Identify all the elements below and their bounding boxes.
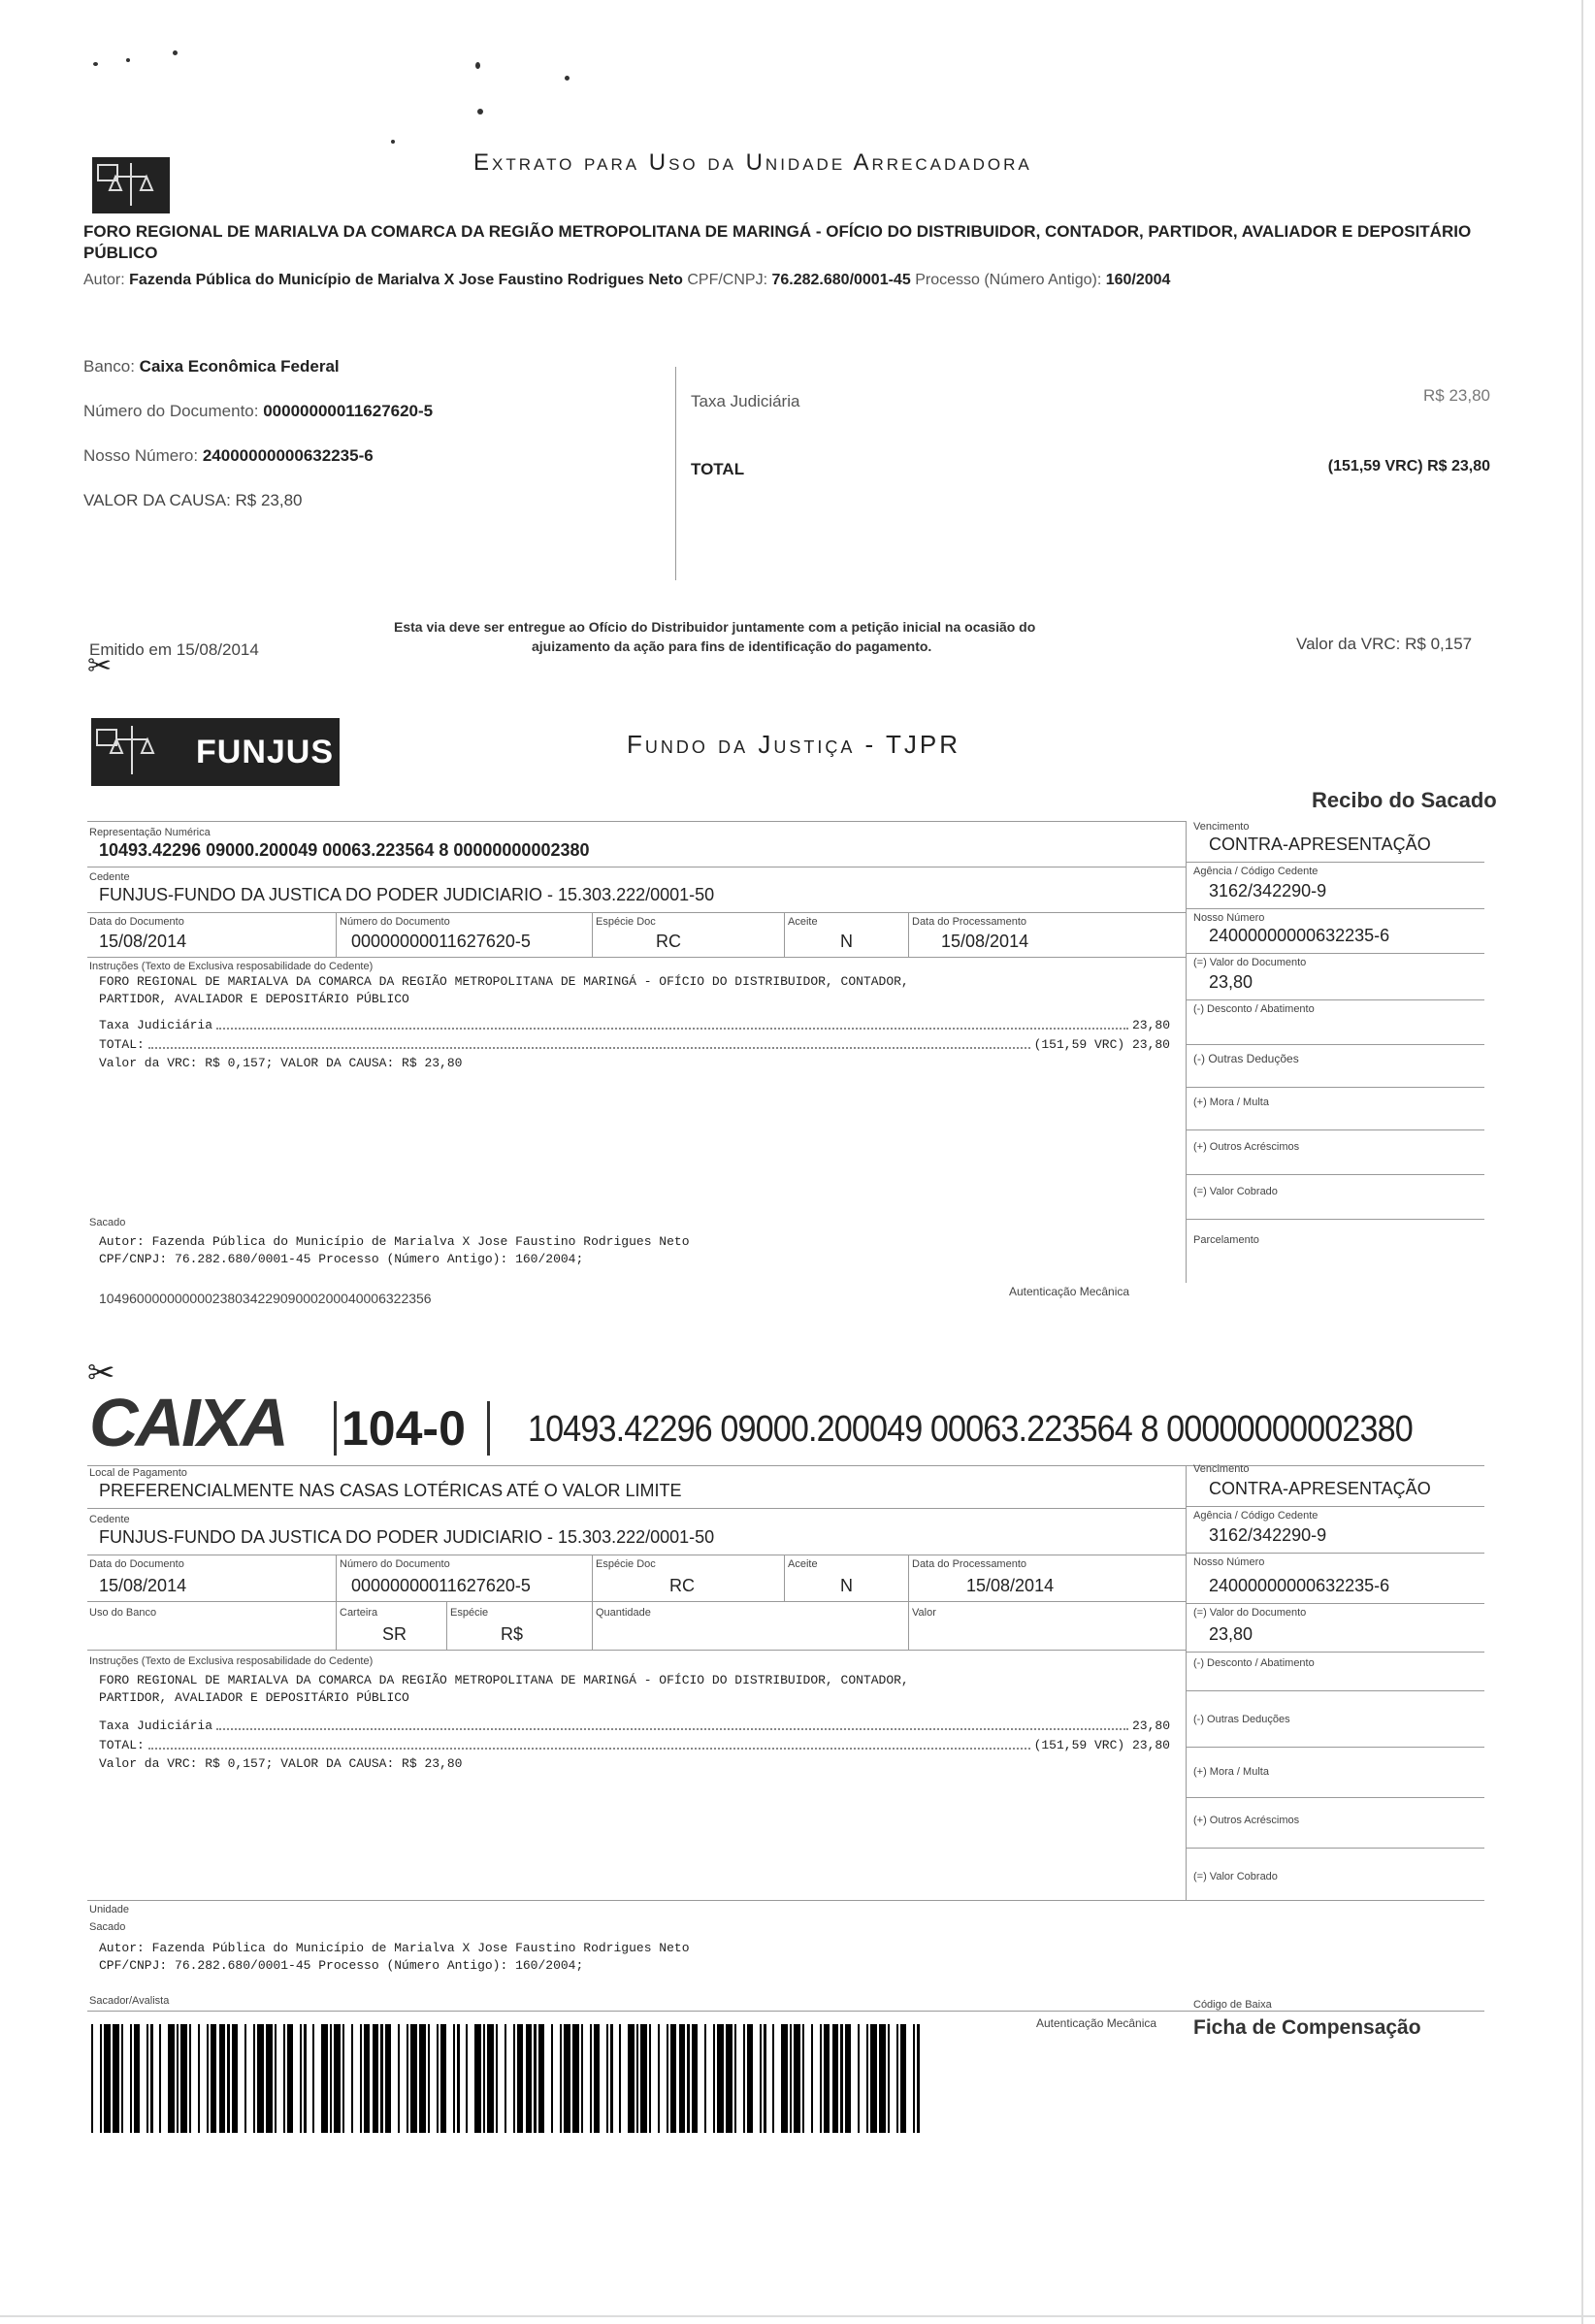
barcode-bar (628, 2024, 635, 2133)
leader-dots (148, 1047, 1030, 1049)
barcode-bar (679, 2024, 686, 2133)
valor-cobrado-label: (=) Valor Cobrado (1193, 1186, 1278, 1197)
barcode-bar (487, 2024, 494, 2133)
right-line (1186, 1219, 1484, 1220)
scan-speck (93, 62, 98, 66)
vencimento-label: Vencimento (1193, 1463, 1250, 1475)
instr-line-2: PARTIDOR, AVALIADOR E DEPOSITÁRIO PÚBLICO (99, 1690, 409, 1705)
valor-doc-value: 23,80 (1209, 972, 1253, 992)
instr-label: Instruções (Texto de Exclusiva resposabilidade do Cedente) (89, 1655, 374, 1667)
barcode-space (277, 2024, 283, 2133)
barcode-space (651, 2024, 658, 2133)
barcode-space (920, 2024, 927, 2133)
carteira-value: SR (382, 1624, 407, 1644)
right-line (1186, 1553, 1484, 1554)
grid-vline (908, 912, 909, 957)
barcode-space (736, 2024, 743, 2133)
scissors-icon: ✂ (87, 1355, 115, 1391)
extrato-heading: FORO REGIONAL DE MARIALVA DA COMARCA DA REGIÃO METROPOLITANA DE MARINGÁ - OFÍCIO DO DISTRIBUIDOR, CONTADOR, PARTIDOR, AVALIADOR E DEPOSITÁRIO PÚBLICO (83, 222, 1472, 262)
especie-doc-label: Espécie Doc (596, 1558, 656, 1570)
barcode-bar (717, 2024, 724, 2133)
barcode-bar (900, 2024, 907, 2133)
nosso-label: Nosso Número (1193, 1556, 1265, 1568)
barcode-bar (747, 2024, 754, 2133)
agencia-label: Agência / Código Cedente (1193, 1510, 1318, 1522)
valor-label: Valor (912, 1607, 936, 1619)
especie-doc-label: Espécie Doc (596, 916, 656, 928)
barcode-space (753, 2024, 760, 2133)
instr-line-1: FORO REGIONAL DE MARIALVA DA COMARCA DA REGIÃO METROPOLITANA DE MARINGÁ - OFÍCIO DO DISTRIBUIDOR, CONTADOR, (99, 1673, 909, 1687)
unidade-label: Unidade (89, 1904, 129, 1915)
barcode-bar (364, 2024, 371, 2133)
barcode-space (860, 2024, 866, 2133)
fund-title: Fundo da Justiça - TJPR (627, 730, 960, 759)
valor-doc-label: (=) Valor do Documento (1193, 957, 1307, 968)
right-line (1186, 1044, 1484, 1045)
barcode-space (583, 2024, 590, 2133)
tjpr-logo (92, 157, 170, 213)
barcode-bar (538, 2024, 545, 2133)
barcode-bar (113, 2024, 119, 2133)
barcode-bar (572, 2024, 579, 2133)
boleto-barcode (91, 2024, 926, 2133)
autenticacao-recibo: Autenticação Mecânica (1009, 1285, 1130, 1298)
extrato-divider (675, 367, 676, 580)
grid-line (87, 957, 1186, 958)
recibo-title: Recibo do Sacado (1312, 788, 1497, 812)
carteira-label: Carteira (340, 1607, 378, 1619)
vencimento-value: CONTRA-APRESENTAÇÃO (1209, 835, 1431, 854)
taxa-line (99, 1716, 1170, 1733)
banco-line (83, 357, 340, 376)
right-line (1186, 999, 1484, 1000)
barcode-space (314, 2024, 321, 2133)
especie-label: Espécie (450, 1607, 489, 1619)
valor-causa: VALOR DA CAUSA: R$ 23,80 (83, 491, 303, 509)
barcode-space (660, 2024, 667, 2133)
sacador-label: Sacador/Avalista (89, 1995, 170, 2007)
barcode-bar (670, 2024, 677, 2133)
num-doc-label: Número do Documento (340, 916, 450, 928)
taxa-line (99, 1015, 1170, 1032)
barcode-space (93, 2024, 100, 2133)
outras-deducoes-label: (-) Outras Deduções (1193, 1714, 1290, 1725)
outros-acrescimos-label: (+) Outros Acréscimos (1193, 1815, 1300, 1826)
sacado-line-2: CPF/CNPJ: 76.282.680/0001-45 Processo (Número Antigo): 160/2004; (99, 1252, 584, 1266)
nosso-num-label: Nosso Número: (83, 446, 199, 465)
sacado-line-2: CPF/CNPJ: 76.282.680/0001-45 Processo (Número Antigo): 160/2004; (99, 1958, 584, 1973)
scan-speck (126, 58, 130, 62)
barcode-bar (564, 2024, 570, 2133)
barcode-space (123, 2024, 130, 2133)
barcode-space (153, 2024, 160, 2133)
grid-vline (592, 912, 593, 957)
aceite-value: N (840, 932, 853, 951)
barcode-space (307, 2024, 313, 2133)
grid-vline (784, 1555, 785, 1601)
scan-speck (173, 50, 178, 55)
barcode-space (774, 2024, 781, 2133)
total-line (99, 1034, 1170, 1052)
scan-speck (565, 76, 570, 81)
cedente-value: FUNJUS-FUNDO DA JUSTICA DO PODER JUDICIARIO - 15.303.222/0001-50 (99, 1527, 715, 1547)
num-doc-value: 00000000011627620-5 (351, 1576, 531, 1595)
vencimento-value: CONTRA-APRESENTAÇÃO (1209, 1479, 1431, 1498)
autor-value: Fazenda Pública do Município de Marialva X Jose Faustino Rodrigues Neto (129, 272, 683, 288)
cedente-value: FUNJUS-FUNDO DA JUSTICA DO PODER JUDICIARIO - 15.303.222/0001-50 (99, 885, 715, 904)
total-line-value: (151,59 VRC) 23,80 (1033, 1037, 1170, 1052)
especie-doc-value: RC (656, 932, 681, 951)
barcode-bar (168, 2024, 175, 2133)
agencia-value: 3162/342290-9 (1209, 1525, 1327, 1545)
uso-banco-label: Uso do Banco (89, 1607, 157, 1619)
leader-dots (148, 1748, 1030, 1750)
notice-line-2: ajuizamento da ação para fins de identificação do pagamento. (532, 638, 932, 654)
barcode-space (468, 2024, 474, 2133)
right-col-divider (1186, 821, 1187, 1283)
quantidade-label: Quantidade (596, 1607, 651, 1619)
cedente-label: Cedente (89, 871, 130, 883)
rep-label: Representação Numérica (89, 827, 211, 838)
leader-dots (216, 1728, 1128, 1730)
barcode-bar (180, 2024, 187, 2133)
scissors-icon: ✂ (87, 650, 113, 682)
num-doc-label: Número do Documento: (83, 402, 259, 420)
mora-label: (+) Mora / Multa (1193, 1097, 1269, 1108)
barcode-space (506, 2024, 513, 2133)
barcode-space (430, 2024, 437, 2133)
grid-vline (908, 1555, 909, 1650)
barcode-bar (287, 2024, 294, 2133)
data-proc-label: Data do Processamento (912, 1558, 1027, 1570)
cpf-value: 76.282.680/0001-45 (771, 272, 911, 288)
processo-label: Processo (Número Antigo): (915, 272, 1102, 288)
total-label: TOTAL (691, 460, 745, 478)
instr-label: Instruções (Texto de Exclusiva resposabilidade do Cedente) (89, 961, 374, 972)
barcode-bar (794, 2024, 800, 2133)
barcode-bar (134, 2024, 141, 2133)
num-doc-label: Número do Documento (340, 1558, 450, 1570)
barcode-bar (385, 2024, 392, 2133)
barcode-space (391, 2024, 398, 2133)
data-proc-value: 15/08/2014 (941, 932, 1029, 951)
banco-value: Caixa Econômica Federal (139, 357, 340, 376)
grid-vline (336, 1555, 337, 1650)
emitido-em: Emitido em 15/08/2014 (89, 640, 259, 659)
barcode-space (698, 2024, 704, 2133)
funjus-logo-text: FUNJUS (196, 734, 335, 770)
barcode-space (851, 2024, 858, 2133)
grid-line (87, 1508, 1186, 1509)
barcode-bar (419, 2024, 426, 2133)
barcode-space (191, 2024, 198, 2133)
parcelamento-label: Parcelamento (1193, 1234, 1259, 1246)
grid-vline (784, 912, 785, 957)
barcode-space (766, 2024, 773, 2133)
barcode-bar (870, 2024, 877, 2133)
instr-line-2: PARTIDOR, AVALIADOR E DEPOSITÁRIO PÚBLICO (99, 992, 409, 1006)
logo-divider (487, 1401, 490, 1456)
data-proc-label: Data do Processamento (912, 916, 1027, 928)
barcode-space (553, 2024, 560, 2133)
nosso-label: Nosso Número (1193, 912, 1265, 924)
right-line (1186, 1603, 1484, 1604)
logo-divider (334, 1401, 337, 1456)
barcode-bar (640, 2024, 647, 2133)
barcode-bar (219, 2024, 226, 2133)
total-line-value: (151,59 VRC) 23,80 (1033, 1738, 1170, 1752)
extrato-autor-line (83, 272, 1170, 289)
barcode-digits: 10496000000000023803422909000200040006322356 (99, 1291, 432, 1306)
banco-label: Banco: (83, 357, 135, 376)
aceite-label: Aceite (788, 1558, 818, 1570)
right-line (1186, 1506, 1484, 1507)
barcode-bar (474, 2024, 481, 2133)
especie-value: R$ (501, 1624, 524, 1644)
barcode-bar (410, 2024, 417, 2133)
aceite-value: N (840, 1576, 853, 1595)
barcode-bar (879, 2024, 886, 2133)
right-line (1186, 1174, 1484, 1175)
barcode-bar (334, 2024, 341, 2133)
nosso-num-value: 24000000000632235-6 (202, 446, 374, 465)
barcode-space (293, 2024, 300, 2133)
bank-code: 104-0 (342, 1401, 466, 1456)
barcode-space (161, 2024, 168, 2133)
barcode-space (621, 2024, 628, 2133)
barcode-space (544, 2024, 551, 2133)
valor-vrc: Valor da VRC: R$ 0,157 (1296, 635, 1473, 653)
right-line (1186, 1797, 1484, 1798)
total-line-label: TOTAL: (99, 1037, 145, 1052)
barcode-bar (373, 2024, 379, 2133)
sacado-label: Sacado (89, 1921, 126, 1933)
barcode-space (353, 2024, 360, 2133)
barcode-bar (824, 2024, 830, 2133)
barcode-space (446, 2024, 453, 2133)
barcode-bar (266, 2024, 273, 2133)
aceite-label: Aceite (788, 916, 818, 928)
right-line (1186, 908, 1484, 909)
right-line (1186, 1129, 1484, 1130)
ficha-top-line (87, 1465, 1484, 1466)
taxa-label: Taxa Judiciária (691, 392, 800, 410)
autor-label: Autor: (83, 272, 125, 288)
barcode-space (344, 2024, 351, 2133)
taxa-value: R$ 23,80 (1423, 386, 1490, 405)
processo-value: 160/2004 (1105, 272, 1171, 288)
num-doc-line (83, 402, 433, 421)
right-line (1186, 1747, 1484, 1748)
barcode-bar (526, 2024, 533, 2133)
data-doc-value: 15/08/2014 (99, 1576, 187, 1595)
barcode-space (200, 2024, 207, 2133)
grid-line (87, 912, 1186, 913)
desconto-label: (-) Desconto / Abatimento (1193, 1003, 1315, 1015)
mora-label: (+) Mora / Multa (1193, 1766, 1269, 1778)
total-line (99, 1735, 1170, 1752)
local-label: Local de Pagamento (89, 1467, 187, 1479)
taxa-line-value: 23,80 (1131, 1018, 1170, 1032)
autenticacao-ficha: Autenticação Mecânica (1036, 2016, 1157, 2030)
scan-edge-bottom (0, 2315, 1595, 2317)
sacado-line-1: Autor: Fazenda Pública do Município de Marialva X Jose Faustino Rodrigues Neto (99, 1941, 690, 1955)
barcode-bar (257, 2024, 264, 2133)
scan-speck (477, 109, 483, 115)
data-doc-label: Data do Documento (89, 1558, 184, 1570)
data-doc-value: 15/08/2014 (99, 932, 187, 951)
grid-line (87, 2011, 1484, 2012)
recibo-top-line (87, 821, 1186, 822)
barcode-space (890, 2024, 896, 2133)
right-line (1186, 862, 1484, 863)
nosso-value: 24000000000632235-6 (1209, 1576, 1390, 1595)
barcode-bar (440, 2024, 447, 2133)
nosso-value: 24000000000632235-6 (1209, 926, 1390, 945)
taxa-line-label: Taxa Judiciária (99, 1018, 213, 1032)
grid-line (87, 1900, 1186, 1901)
vencimento-label: Vencimento (1193, 821, 1250, 833)
right-col-divider (1186, 1465, 1187, 1900)
grid-line (87, 1601, 1186, 1602)
taxa-line-value: 23,80 (1131, 1718, 1170, 1733)
data-doc-label: Data do Documento (89, 916, 184, 928)
caixa-logo: CAIXA (89, 1385, 286, 1460)
num-doc-value: 00000000011627620-5 (263, 402, 434, 420)
barcode-bar (726, 2024, 732, 2133)
especie-doc-value: RC (669, 1576, 695, 1595)
barcode-bar (845, 2024, 852, 2133)
barcode-space (498, 2024, 505, 2133)
linha-digitavel: 10493.42296 09000.200049 00063.223564 8 00000000002380 (528, 1409, 1413, 1450)
vrc-line: Valor da VRC: R$ 0,157; VALOR DA CAUSA: R$ 23,80 (99, 1056, 463, 1070)
sacado-line-1: Autor: Fazenda Pública do Município de Marialva X Jose Faustino Rodrigues Neto (99, 1234, 690, 1249)
barcode-space (804, 2024, 811, 2133)
barcode-bar (211, 2024, 217, 2133)
outras-deducoes-label: (-) Outras Deduções (1193, 1052, 1299, 1065)
barcode-space (238, 2024, 244, 2133)
right-line (1186, 1690, 1484, 1691)
agencia-value: 3162/342290-9 (1209, 881, 1327, 900)
grid-vline (592, 1555, 593, 1650)
barcode-bar (781, 2024, 788, 2133)
barcode-space (246, 2024, 253, 2133)
num-doc-value: 00000000011627620-5 (351, 932, 531, 951)
codigo-baixa-label: Código de Baixa (1193, 1999, 1272, 2011)
right-line (1186, 1900, 1484, 1901)
grid-line (87, 1650, 1186, 1651)
barcode-space (813, 2024, 820, 2133)
nosso-num-line (83, 446, 374, 466)
desconto-label: (-) Desconto / Abatimento (1193, 1657, 1315, 1669)
outros-acrescimos-label: (+) Outros Acréscimos (1193, 1141, 1300, 1153)
extrato-title: Extrato para Uso da Unidade Arrecadadora (473, 149, 1032, 176)
barcode-bar (832, 2024, 839, 2133)
barcode-bar (517, 2024, 524, 2133)
scan-edge-right (1581, 0, 1583, 2324)
leader-dots (216, 1028, 1128, 1030)
grid-vline (336, 912, 337, 957)
scan-speck (391, 140, 395, 144)
barcode-bar (594, 2024, 601, 2133)
barcode-space (460, 2024, 467, 2133)
total-line-label: TOTAL: (99, 1738, 145, 1752)
barcode-space (140, 2024, 146, 2133)
barcode-space (400, 2024, 407, 2133)
ficha-title: Ficha de Compensação (1193, 2016, 1421, 2039)
barcode-bar (232, 2024, 239, 2133)
barcode-space (613, 2024, 620, 2133)
valor-doc-label: (=) Valor do Documento (1193, 1607, 1307, 1619)
taxa-line-label: Taxa Judiciária (99, 1718, 213, 1733)
barcode-bar (692, 2024, 699, 2133)
instr-line-1: FORO REGIONAL DE MARIALVA DA COMARCA DA REGIÃO METROPOLITANA DE MARINGÁ - OFÍCIO DO DISTRIBUIDOR, CONTADOR, (99, 974, 909, 989)
barcode-bar (104, 2024, 111, 2133)
right-line (1186, 953, 1484, 954)
notice-line-1: Esta via deve ser entregue ao Ofício do Distribuidor juntamente com a petição inicial na ocasião do (394, 619, 1036, 635)
right-line (1186, 1848, 1484, 1849)
barcode-space (906, 2024, 913, 2133)
funjus-logo (91, 718, 340, 786)
total-value: (151,59 VRC) R$ 23,80 (1327, 458, 1490, 475)
scan-speck (475, 62, 480, 69)
vrc-line: Valor da VRC: R$ 0,157; VALOR DA CAUSA: R$ 23,80 (99, 1756, 463, 1771)
right-line (1186, 1652, 1484, 1653)
rep-value: 10493.42296 09000.200049 00063.223564 8 00000000002380 (99, 840, 590, 860)
agencia-label: Agência / Código Cedente (1193, 866, 1318, 877)
local-value: PREFERENCIALMENTE NAS CASAS LOTÉRICAS ATÉ O VALOR LIMITE (99, 1481, 682, 1500)
grid-vline (446, 1601, 447, 1650)
barcode-space (706, 2024, 713, 2133)
cpf-label: CPF/CNPJ: (687, 272, 768, 288)
cedente-label: Cedente (89, 1514, 130, 1525)
valor-cobrado-label: (=) Valor Cobrado (1193, 1871, 1278, 1882)
valor-doc-value: 23,80 (1209, 1624, 1253, 1644)
barcode-bar (321, 2024, 328, 2133)
data-proc-value: 15/08/2014 (966, 1576, 1055, 1595)
right-line (1186, 1087, 1484, 1088)
barcode-space (600, 2024, 606, 2133)
sacado-label: Sacado (89, 1217, 126, 1228)
